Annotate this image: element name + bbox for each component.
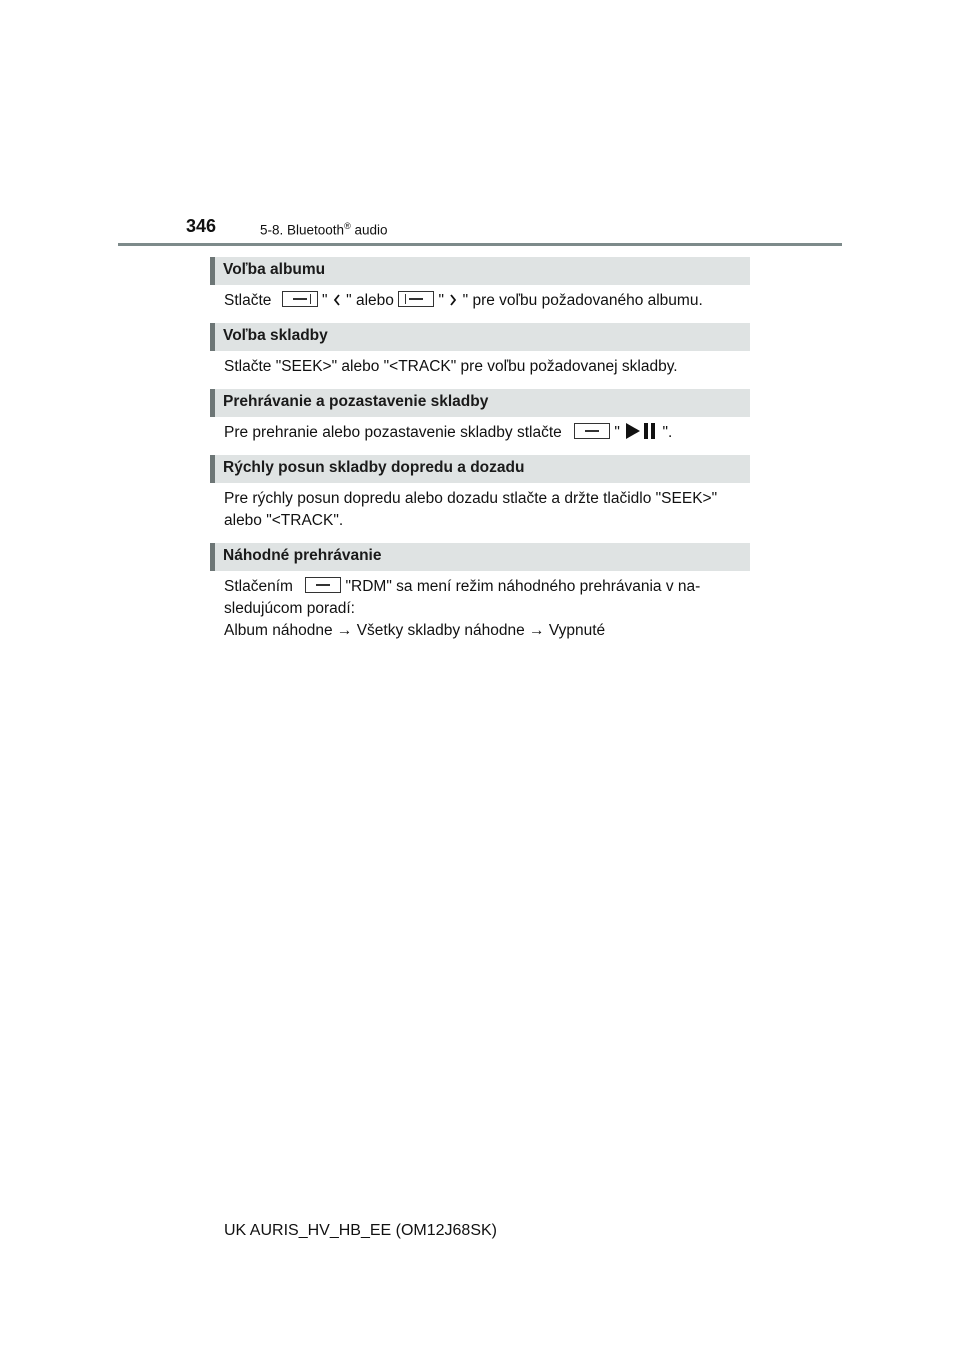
- para-random-line1: [224, 576, 700, 598]
- heading-album-select: [210, 257, 750, 285]
- heading-track-select: [210, 323, 750, 351]
- header-rule: [118, 243, 842, 246]
- text: ": [322, 292, 328, 309]
- para-fast-seek-line1: Pre rýchly posun dopredu alebo dozadu stlačte a držte tlačidlo "SEEK>": [224, 490, 718, 507]
- section-label: [260, 221, 388, 238]
- button-key-icon: [574, 423, 610, 439]
- para-fast-seek-line2: alebo "<TRACK".: [224, 512, 344, 529]
- play-pause-icon: [624, 422, 658, 440]
- text: ".: [662, 424, 673, 441]
- heading-text: Prehrávanie a pozastavenie skladby: [223, 393, 489, 410]
- text: " alebo: [346, 292, 399, 309]
- para-album-select: [224, 290, 703, 312]
- text: Stlačením: [224, 578, 298, 595]
- button-key-icon: [398, 291, 434, 307]
- button-key-icon: [305, 577, 341, 593]
- heading-text: Náhodné prehrávanie: [223, 547, 382, 564]
- text: "RDM" sa mení režim náhodného prehrávania v na-: [345, 578, 701, 595]
- footer-model-code: UK AURIS_HV_HB_EE (OM12J68SK): [224, 1222, 497, 1239]
- para-track-select: Stlačte "SEEK>" alebo "<TRACK" pre voľbu požadovanej skladby.: [224, 358, 678, 375]
- heading-play-pause: [210, 389, 750, 417]
- text: Stlačte: [224, 292, 276, 309]
- heading-fast-seek: [210, 455, 750, 483]
- chevron-right-icon: [448, 293, 458, 307]
- text: ": [614, 424, 620, 441]
- text: Pre prehranie alebo pozastavenie skladby stlačte: [224, 424, 567, 441]
- para-random-line3: Album náhodne → Všetky skladby náhodne → Vypnuté: [224, 622, 606, 639]
- heading-text: Voľba albumu: [223, 261, 326, 278]
- heading-random-play: [210, 543, 750, 571]
- button-key-icon: [282, 291, 318, 307]
- heading-text: Voľba skladby: [223, 327, 328, 344]
- section-suffix: audio: [350, 222, 388, 238]
- chevron-left-icon: [332, 293, 342, 307]
- text: " pre voľbu požadovaného albumu.: [462, 292, 703, 309]
- page-number: 346: [186, 216, 217, 236]
- para-random-line2: sledujúcom poradí:: [224, 600, 355, 617]
- text: ": [438, 292, 445, 309]
- registered-mark: ®: [344, 221, 351, 231]
- para-play-pause: [224, 422, 672, 444]
- section-prefix: 5-8. Bluetooth: [260, 222, 345, 238]
- heading-text: Rýchly posun skladby dopredu a dozadu: [223, 459, 525, 476]
